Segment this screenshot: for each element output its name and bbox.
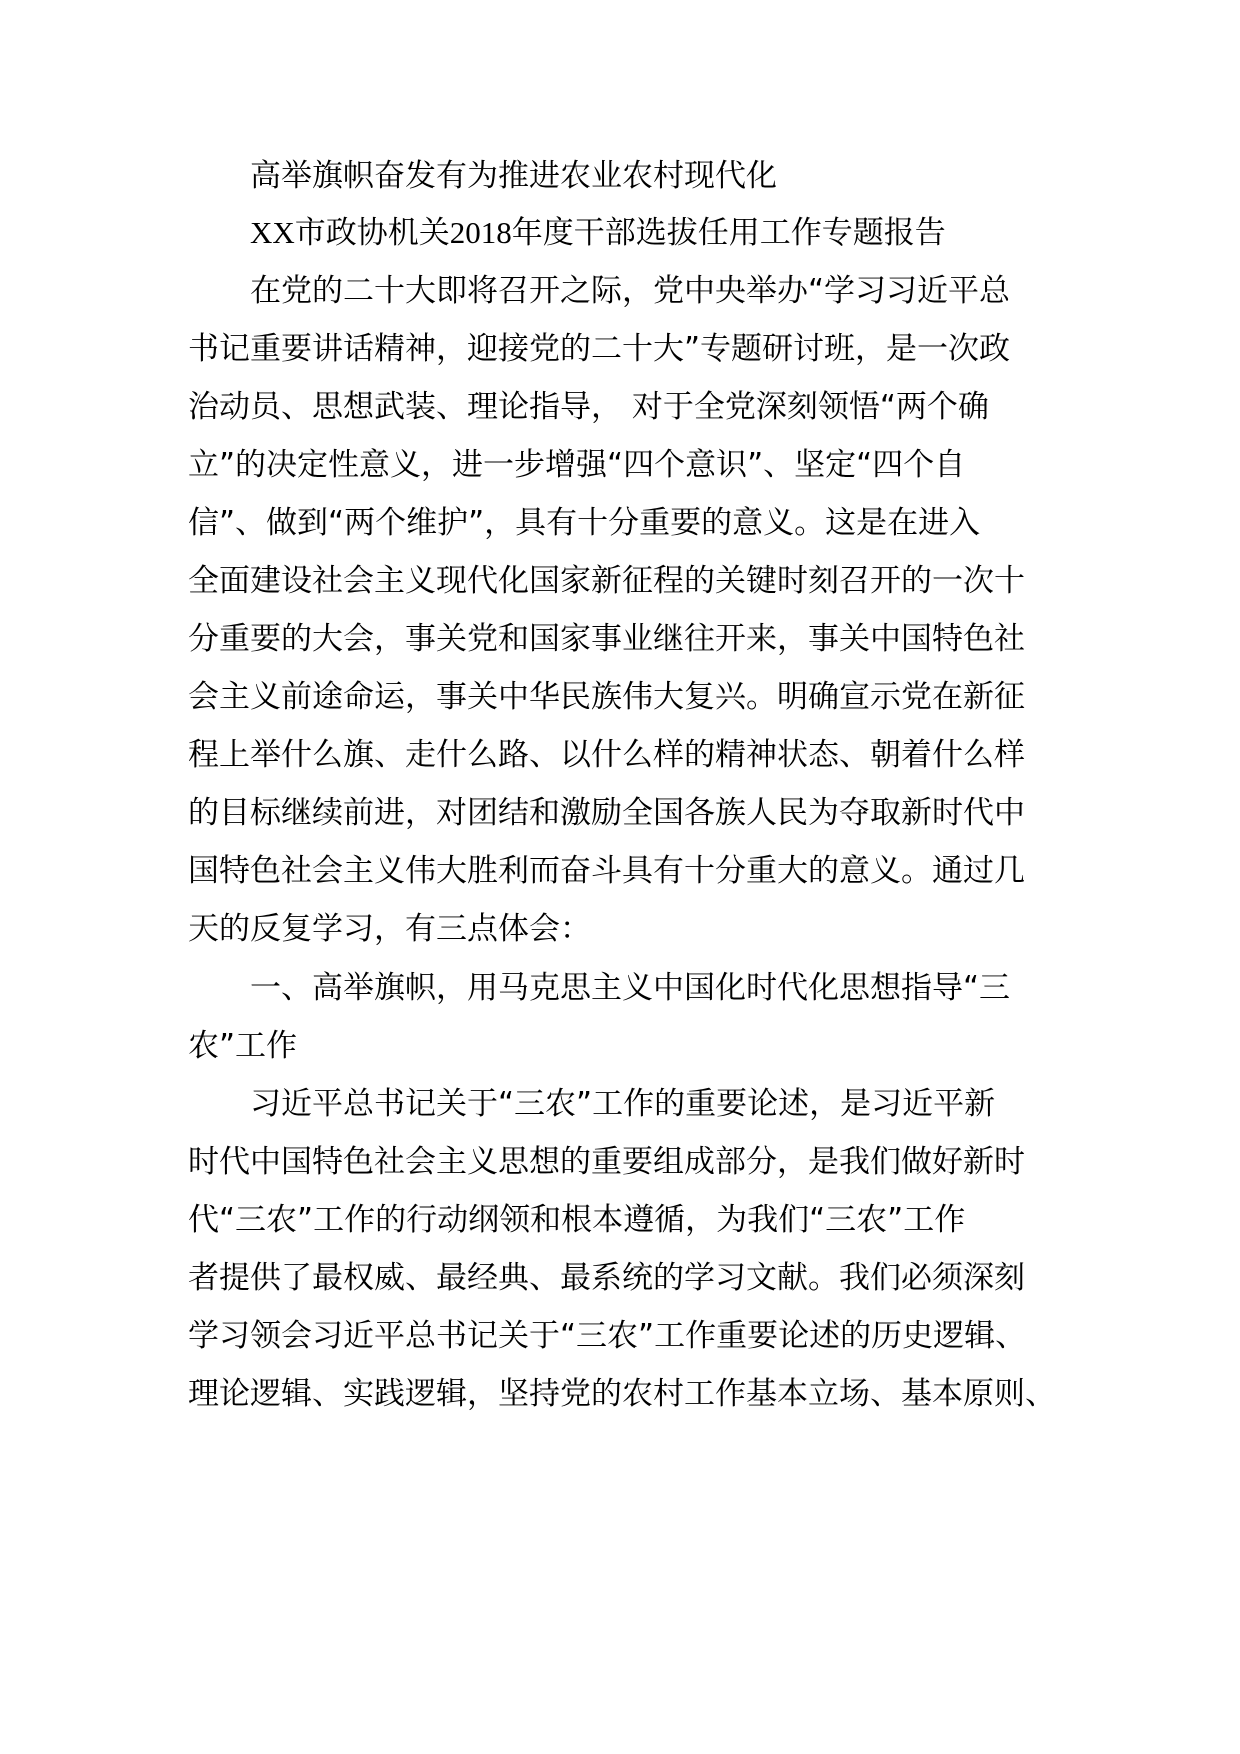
paragraph-line: 分重要的大会，事关党和国家事业继往开来，事关中国特色社	[188, 621, 1025, 657]
paragraph-line: 书记重要讲话精神，迎接党的二十大”专题研讨班，是一次政	[188, 331, 1011, 367]
paragraph-line: 代“三农”工作的行动纲领和根本遵循，为我们“三农”工作	[188, 1202, 966, 1238]
paragraph-line: 天的反复学习，有三点体会：	[188, 911, 591, 947]
paragraph-line: 时代中国特色社会主义思想的重要组成部分，是我们做好新时	[188, 1144, 1025, 1180]
paragraph-line: 理论逻辑、实践逻辑，坚持党的农村工作基本立场、基本原则、	[188, 1376, 1056, 1412]
paragraph-line: 国特色社会主义伟大胜利而奋斗具有十分重大的意义。通过几	[188, 853, 1025, 889]
section-heading-line: 农”工作	[188, 1028, 298, 1064]
paragraph-line: 立”的决定性意义，进一步增强“四个意识”、坚定“四个自	[188, 447, 966, 483]
section-heading-line: 一、高举旗帜，用马克思主义中国化时代化思想指导“三	[250, 970, 1011, 1006]
paragraph-line: 程上举什么旗、走什么路、以什么样的精神状态、朝着什么样	[188, 737, 1025, 773]
paragraph-line: 者提供了最权威、最经典、最系统的学习文献。我们必须深刻	[188, 1260, 1025, 1296]
paragraph-line: 习近平总书记关于“三农”工作的重要论述，是习近平新	[250, 1086, 996, 1122]
paragraph-line: 治动员、思想武装、理论指导， 对于全党深刻领悟“两个确	[188, 389, 989, 425]
paragraph-line: 学习领会习近平总书记关于“三农”工作重要论述的历史逻辑、	[188, 1318, 1027, 1354]
document-title: 高举旗帜奋发有为推进农业农村现代化	[250, 158, 777, 194]
paragraph-line: 会主义前途命运，事关中华民族伟大复兴。明确宣示党在新征	[188, 679, 1025, 715]
paragraph-line: 信”、做到“两个维护”，具有十分重要的意义。这是在进入	[188, 505, 981, 541]
paragraph-line: 在党的二十大即将召开之际，党中央举办“学习习近平总	[250, 273, 1011, 309]
paragraph-line: 的目标继续前进，对团结和激励全国各族人民为夺取新时代中	[188, 795, 1025, 831]
document-subtitle: XX市政协机关2018年度干部选拔任用工作专题报告	[250, 215, 946, 250]
paragraph-line: 全面建设社会主义现代化国家新征程的关键时刻召开的一次十	[188, 563, 1025, 599]
